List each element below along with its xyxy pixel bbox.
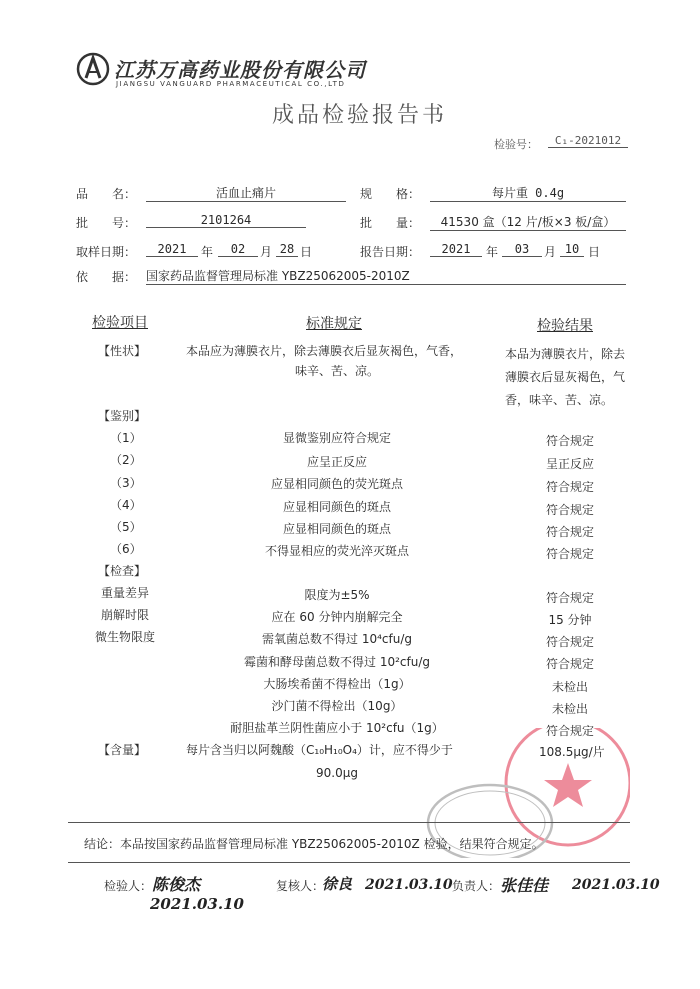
report-year-char: 年 [486, 245, 499, 259]
table-row-standard: 应显相同颜色的斑点 [282, 522, 391, 536]
table-row-result: 符合规定 [545, 724, 594, 738]
sample-month: 02 [218, 242, 258, 257]
table-row-item: 微生物限度 [94, 630, 155, 644]
table-row-result: 符合规定 [545, 635, 594, 649]
table-row-result-3: 香，味辛、苦、凉。 [505, 393, 614, 407]
table-row-result: 符合规定 [545, 547, 594, 561]
report-day-char: 日 [588, 245, 601, 259]
table-row-standard: 应显相同颜色的斑点 [282, 500, 391, 514]
conclusion-bottom-line [68, 862, 630, 863]
conclusion-top-line [68, 822, 630, 823]
table-row-item: （1） [110, 431, 142, 445]
sample-year: 2021 [146, 242, 198, 257]
table-row-standard: 大肠埃希菌不得检出（1g） [263, 677, 411, 691]
table-row-standard: 不得显相应的荧光淬灭斑点 [264, 544, 409, 558]
manager-date: 2021.03.10 [572, 877, 660, 893]
spec-value: 每片重 0.4g [430, 184, 626, 202]
sample-day: 28 [276, 242, 298, 257]
sample-year-char: 年 [201, 245, 214, 259]
batch-value: 2101264 [146, 213, 306, 228]
report-year: 2021 [430, 242, 482, 257]
table-row-item: 【鉴别】 [98, 409, 147, 423]
table-row-result: 符合规定 [545, 525, 594, 539]
doc-title: 成品检验报告书 [272, 103, 448, 128]
product-label: 品 名： [76, 187, 137, 201]
table-row-result: 符合规定 [545, 657, 594, 671]
inspector-signature: 陈俊杰 [152, 875, 201, 894]
report-month-char: 月 [544, 245, 557, 259]
table-row-item: 【检查】 [98, 564, 147, 578]
table-row-result: 本品为薄膜衣片，除去 [505, 347, 626, 361]
reviewer-date: 2021.03.10 [365, 877, 453, 893]
sample-date-label: 取样日期： [76, 245, 137, 259]
table-row-standard: 应在 60 分钟内崩解完全 [271, 610, 403, 624]
batch-label: 批 号： [76, 216, 137, 230]
table-row-item: 【性状】 [98, 344, 147, 358]
table-row-result: 15 分钟 [548, 613, 592, 627]
table-row-result: 108.5μg/片 [539, 745, 605, 759]
table-row-item: 重量差异 [100, 586, 149, 600]
table-row-result: 符合规定 [545, 434, 594, 448]
table-row-item: （4） [110, 498, 142, 512]
table-row-standard: 应呈正反应 [306, 455, 367, 469]
inspector-date: 2021.03.10 [150, 895, 244, 913]
table-row-standard: 霉菌和酵母菌总数不得过 10²cfu/g [244, 655, 430, 669]
manager-label: 负责人： [452, 879, 501, 893]
product-value: 活血止痛片 [146, 184, 346, 202]
table-row-standard: 耐胆盐革兰阴性菌应小于 10²cfu（1g） [230, 721, 444, 735]
basis-value: 国家药品监督管理局标准 YBZ25062005-2010Z [146, 267, 626, 285]
basis-label: 依 据： [76, 270, 137, 284]
header-standard: 标准规定 [306, 316, 362, 332]
reviewer-signature: 徐良 [322, 875, 353, 893]
inspector-label: 检验人： [104, 879, 153, 893]
table-row-standard: 限度为±5% [304, 588, 370, 602]
sample-day-char: 日 [300, 245, 313, 259]
company-logo [76, 52, 110, 86]
table-row-result: 未检出 [551, 702, 588, 716]
table-row-result: 符合规定 [545, 480, 594, 494]
table-row-result: 呈正反应 [545, 457, 594, 471]
table-row-item: （2） [110, 453, 142, 467]
sample-month-char: 月 [260, 245, 273, 259]
table-row-standard-2: 味辛、苦、凉。 [294, 364, 379, 378]
table-row-item: （6） [110, 542, 142, 556]
reviewer-label: 复核人： [276, 879, 325, 893]
table-row-standard: 需氧菌总数不得过 10⁴cfu/g [262, 632, 412, 646]
manager-signature: 张佳佳 [500, 876, 549, 895]
conclusion-text: 结论：本品按国家药品监督管理局标准 YBZ25062005-2010Z 检验，结果符合规定。 [84, 837, 544, 851]
header-result: 检验结果 [537, 318, 593, 334]
report-no-value: C₁-2021012 [548, 134, 628, 148]
header-item: 检验项目 [92, 315, 148, 331]
report-no-label: 检验号： [494, 138, 538, 151]
table-row-item: （5） [110, 520, 142, 534]
report-day: 10 [560, 242, 584, 257]
company-name-en: JIANGSU VANGUARD PHARMACEUTICAL CO.,LTD [116, 80, 346, 88]
report-date-label: 报告日期： [360, 245, 421, 259]
table-row-result: 符合规定 [545, 591, 594, 605]
table-row-standard: 每片含当归以阿魏酸（C₁₀H₁₀O₄）计，应不得少于 [186, 743, 453, 757]
qty-label: 批 量： [360, 216, 421, 230]
table-row-standard: 应显相同颜色的荧光斑点 [270, 477, 403, 491]
table-row-result-2: 薄膜衣后显灰褐色，气 [505, 370, 626, 384]
table-row-item: 【含量】 [98, 743, 147, 757]
table-row-standard: 显微鉴别应符合规定 [282, 431, 391, 445]
table-row-standard-2: 90.0μg [316, 766, 358, 780]
table-row-standard: 沙门菌不得检出（10g） [271, 699, 403, 713]
table-row-item: 崩解时限 [100, 608, 149, 622]
table-row-standard: 本品应为薄膜衣片，除去薄膜衣后显灰褐色，气香， [186, 344, 463, 358]
company-name-cn: 江苏万高药业股份有限公司 [114, 58, 366, 82]
qty-value: 41530 盒（12 片/板×3 板/盒） [430, 213, 626, 231]
table-row-item: （3） [110, 476, 142, 490]
table-row-result: 未检出 [551, 680, 588, 694]
table-row-result: 符合规定 [545, 503, 594, 517]
spec-label: 规 格： [360, 187, 421, 201]
report-month: 03 [502, 242, 542, 257]
